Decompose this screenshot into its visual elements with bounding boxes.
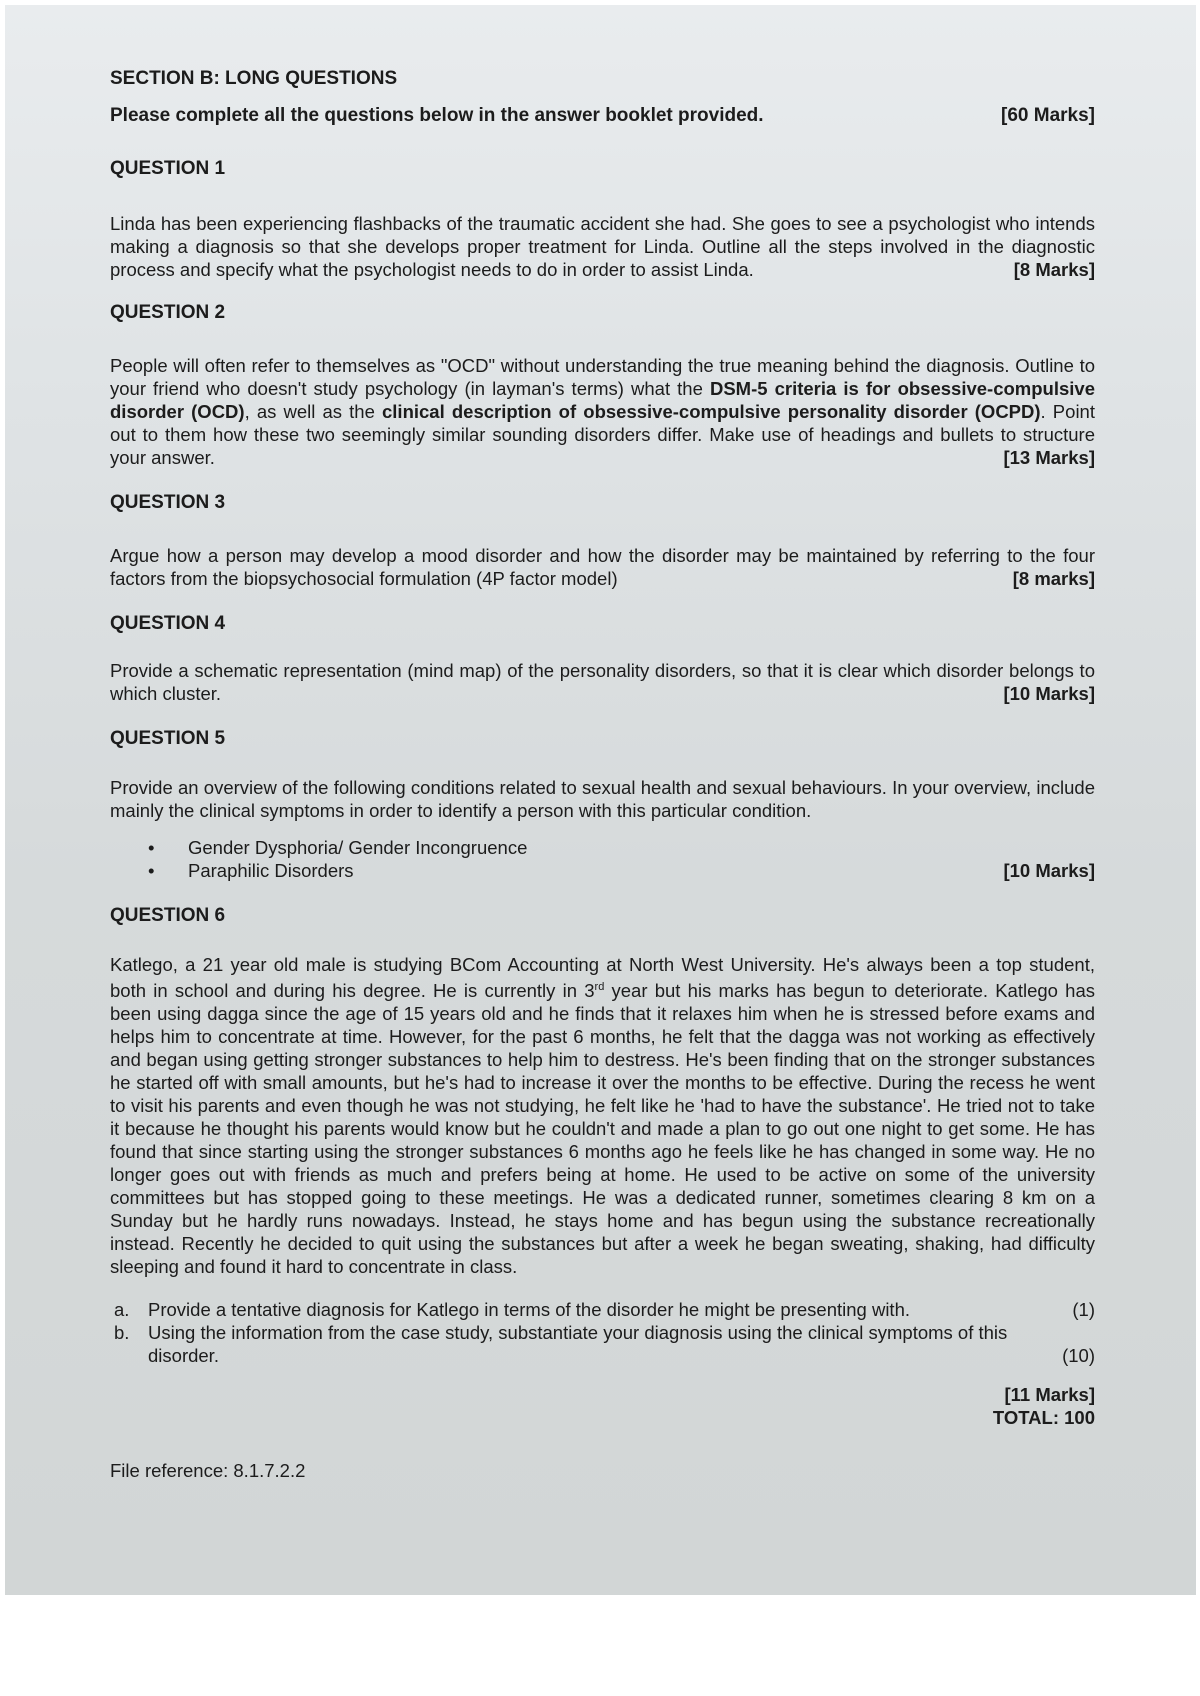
question-3-heading: QUESTION 3 — [110, 492, 226, 513]
ordinal-suffix: rd — [594, 981, 605, 993]
question-3-marks: [8 marks] — [1012, 568, 1095, 589]
question-6-heading: QUESTION 6 — [110, 905, 226, 926]
question-2-part-1: People will often refer to themselves as "OCD" without understanding the true meaning behind the diagnosis. Outline to your friend who doesn't study psychology (in layman's terms) what the — [110, 355, 1095, 399]
list-item — [110, 859, 1095, 882]
sub-mark: (1) — [1072, 1299, 1095, 1321]
question-5-marks: [10 Marks] — [1003, 860, 1095, 881]
question-1-marks: [8 Marks] — [1013, 259, 1095, 280]
question-2-text — [110, 354, 1095, 469]
question-2-heading: QUESTION 2 — [110, 302, 226, 323]
question-6-marks: [11 Marks] — [1004, 1384, 1095, 1406]
question-1-heading: QUESTION 1 — [110, 158, 226, 179]
question-6-sub-a — [110, 1298, 1095, 1321]
question-2-bold-ocd: DSM-5 criteria is for obsessive-compulsive disorder (OCD) — [110, 378, 1095, 422]
file-reference: File reference: 8.1.7.2.2 — [110, 1460, 306, 1482]
bullet-text: Gender Dysphoria/ Gender Incongruence — [188, 837, 528, 858]
bullet-icon: • — [148, 860, 155, 881]
question-6-case-study — [110, 953, 1095, 1278]
case-study-part-1: Katlego, a 21 year old male is studying BCom Accounting at North West University. He's always been a top student, both in school and during his degree. He is currently in 3 — [110, 954, 1095, 1002]
question-2-bold-ocpd: clinical description of obsessive-compulsive personality disorder (OCPD) — [382, 401, 1041, 422]
question-4-body: Provide a schematic representation (mind map) of the personality disorders, so that it is clear which disorder belongs to which cluster. — [110, 660, 1095, 704]
section-title: SECTION B: LONG QUESTIONS — [110, 68, 398, 89]
bullet-icon: • — [148, 837, 155, 858]
question-6-sub-b — [110, 1321, 1095, 1367]
sub-mark: (10) — [1062, 1345, 1095, 1367]
question-5-bullet-list — [110, 836, 1095, 882]
exam-sheet — [110, 67, 1095, 1482]
sub-text: Using the information from the case study, substantiate your diagnosis using the clinical symptoms of this disorder. — [148, 1322, 1008, 1367]
question-4-text — [110, 659, 1095, 705]
question-5-text: Provide an overview of the following conditions related to sexual health and sexual behaviours. In your overview, include mainly the clinical symptoms in order to identify a person with this particular condition. — [110, 777, 1095, 821]
question-3-body: Argue how a person may develop a mood disorder and how the disorder may be maintained by referring to the four factors from the biopsychosocial formulation (4P factor model) — [110, 545, 1095, 589]
case-study-part-2: year but his marks has begun to deteriorate. Katlego has been using dagga since the age of 15 years old and he finds that it relaxes him when he is stressed before exams and helps him to concentrate at time. However, for the past 6 months, he felt that the dagga was not working as effectively and began using getting stronger substances to help him to destress. He's been finding that on the stronger substances he started off with small amounts, but he's had to increase it over the months to be effective. During the recess he went to visit his parents and even though he was not studying, he felt like he 'had to have the substance'. He tried not to take it because he thought his parents would know but he couldn't and made a plan to go out one night to get some. He has found that since starting using the stronger substances 6 months ago he feels like he has changed in some way. He no longer goes out with friends as much and prefers being at home. He used to be active on some of the university committees but has stopped going to these meetings. He was a dedicated runner, sometimes clearing 8 km on a Sunday but he hardly runs nowadays. Instead, he stays home and has begun using the substance recreationally instead. Recently he decided to quit using the substances but after a week he began sweating, shaking, had difficulty sleeping and found it hard to concentrate in class. — [110, 980, 1095, 1278]
sub-letter: b. — [114, 1322, 130, 1344]
question-4-marks: [10 Marks] — [1003, 683, 1095, 704]
sub-text: Provide a tentative diagnosis for Katlego in terms of the disorder he might be presenting with. — [148, 1299, 911, 1321]
bullet-text: Paraphilic Disorders — [188, 860, 354, 881]
question-2-part-3: . Point out to them how these two seemingly similar sounding disorders differ. Make use of headings and bullets to structure your answer. — [110, 401, 1095, 468]
section-marks: [60 Marks] — [1001, 105, 1095, 126]
exam-page-photo — [5, 5, 1196, 1595]
section-instruction-row — [110, 104, 1095, 127]
question-1-body: Linda has been experiencing flashbacks of the traumatic accident she had. She goes to see a psychologist who intends making a diagnosis so that she develops proper treatment for Linda. Outline all the steps involved in the diagnostic process and specify what the psychologist needs to do in order to assist Linda. — [110, 213, 1095, 280]
total-marks: TOTAL: 100 — [992, 1407, 1095, 1429]
question-4-heading: QUESTION 4 — [110, 613, 226, 634]
section-instruction: Please complete all the questions below in the answer booklet provided. — [110, 105, 764, 126]
list-item — [110, 836, 1095, 859]
question-1-text — [110, 212, 1095, 281]
question-2-part-2: , as well as the — [244, 401, 382, 422]
question-5-heading: QUESTION 5 — [110, 728, 226, 749]
sub-letter: a. — [114, 1299, 130, 1321]
question-3-text — [110, 544, 1095, 590]
question-2-marks: [13 Marks] — [1003, 447, 1095, 468]
